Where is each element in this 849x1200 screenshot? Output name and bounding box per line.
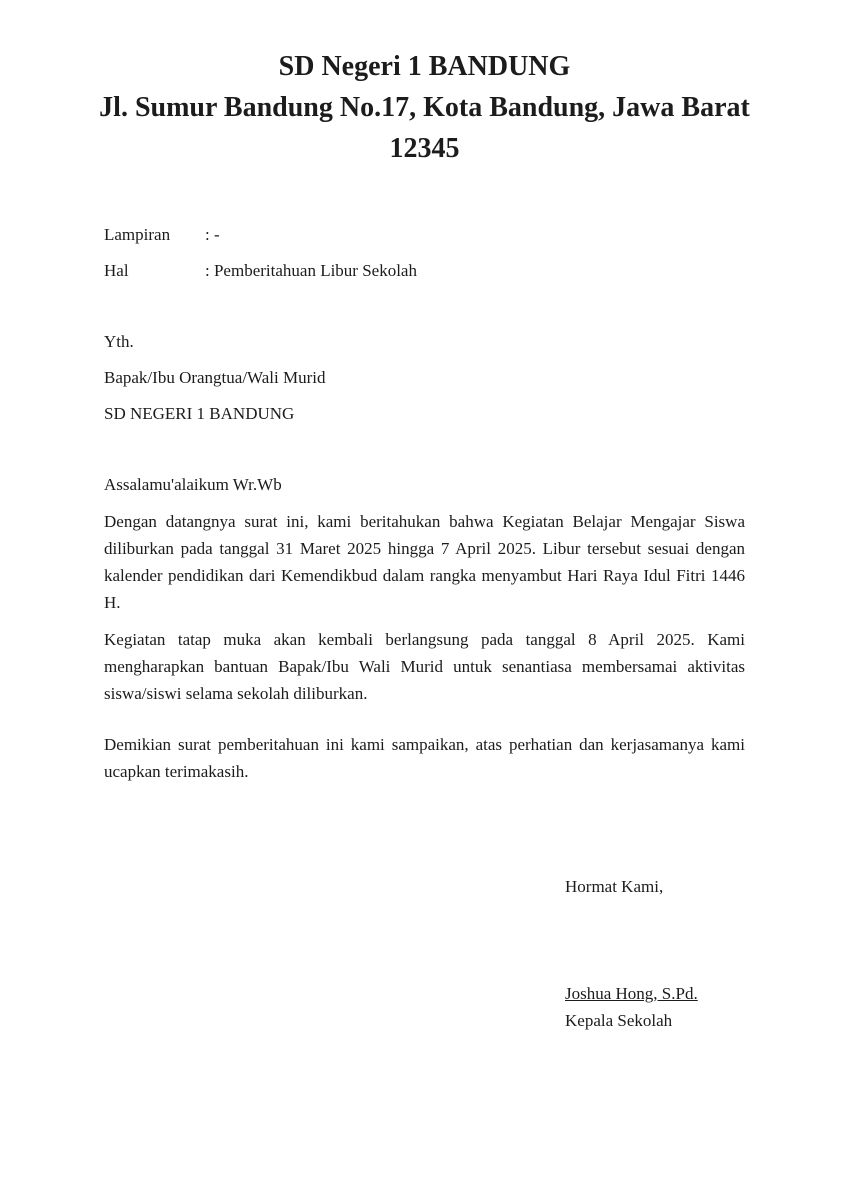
closing-salutation: Hormat Kami,: [565, 877, 664, 896]
meta-row-hal: [104, 257, 745, 284]
paragraph-return-date: Kegiatan tatap muka akan kembali berlangsung pada tanggal 8 April 2025. Kami mengharapkan bantuan Bapak/Ibu Wali Murid untuk senantiasa membersamai aktivitas siswa/siswi selama sekolah diliburkan.: [104, 630, 745, 703]
hal-value: : Pemberitahuan Libur Sekolah: [205, 261, 417, 280]
lampiran-label: Lampiran: [104, 225, 171, 244]
hal-label: Hal: [104, 261, 129, 280]
lampiran-value: : -: [205, 225, 220, 244]
signature-block: [565, 873, 745, 1034]
recipient-honorific: Yth.: [104, 332, 134, 351]
recipient-block: [104, 328, 745, 427]
signer-name: Joshua Hong, S.Pd.: [565, 984, 698, 1003]
opening-salutation: Assalamu'alaikum Wr.Wb: [104, 475, 282, 494]
paragraph-closing-statement: Demikian surat pemberitahuan ini kami sampaikan, atas perhatian dan kerjasamanya kami ucapkan terimakasih.: [104, 735, 745, 781]
paragraph-holiday-notice: Dengan datangnya surat ini, kami beritahukan bahwa Kegiatan Belajar Mengajar Siswa diliburkan pada tanggal 31 Maret 2025 hingga 7 April 2025. Libur tersebut sesuai dengan kalender pendidikan dari Kemendikbud dalam rangka menyambut Hari Raya Idul Fitri 1446 H.: [104, 512, 745, 612]
letter-body: [0, 221, 849, 1034]
recipient-institution: SD NEGERI 1 BANDUNG: [104, 404, 295, 423]
meta-row-lampiran: [104, 221, 745, 248]
signer-title: Kepala Sekolah: [565, 1011, 673, 1030]
school-address: Jl. Sumur Bandung No.17, Kota Bandung, Jawa Barat 12345: [99, 92, 750, 164]
recipient-name: Bapak/Ibu Orangtua/Wali Murid: [104, 368, 326, 387]
letter-meta: [104, 221, 745, 284]
school-name: SD Negeri 1 BANDUNG: [278, 51, 571, 82]
letterhead: [75, 0, 775, 169]
